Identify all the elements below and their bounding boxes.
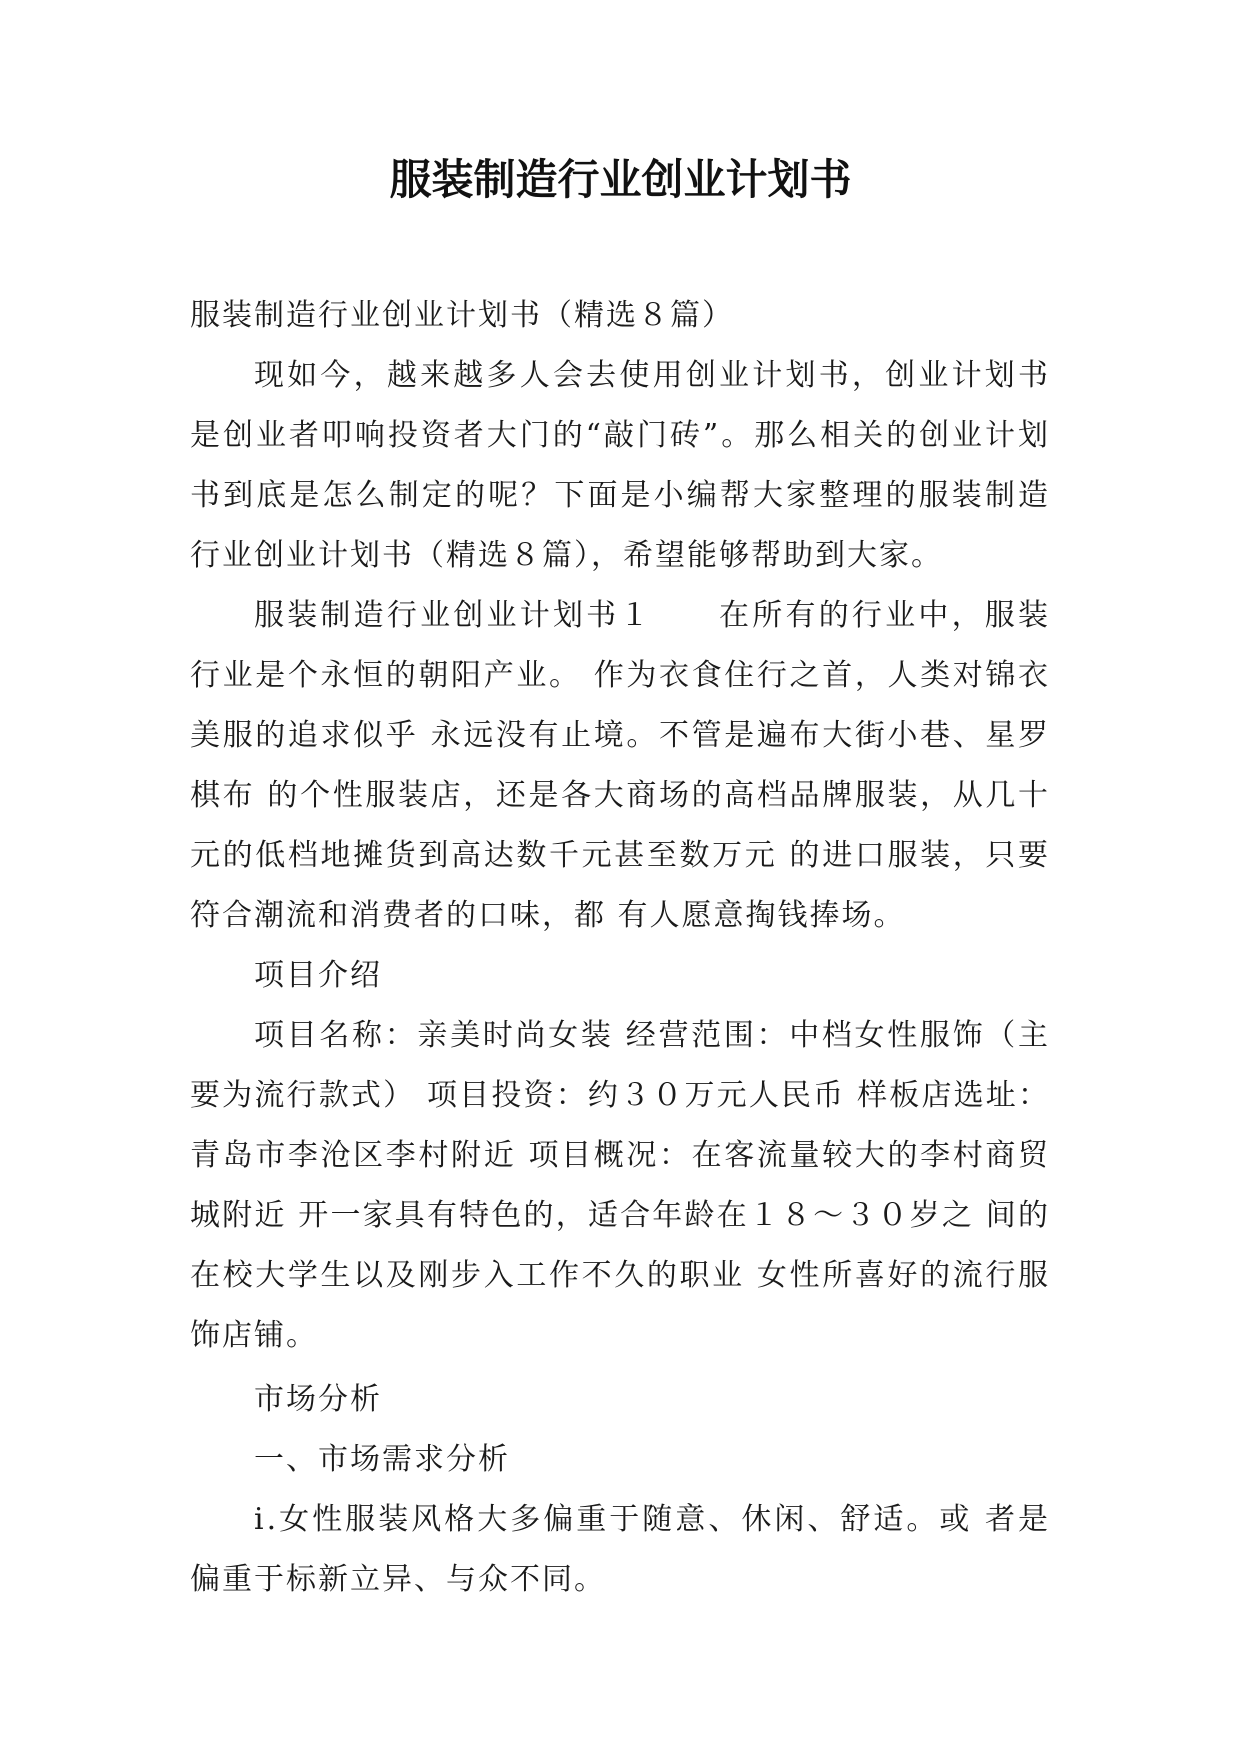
intro-paragraph: 现如今，越来越多人会去使用创业计划书，创业计划书是创业者叩响投资者大门的“敲门砖”。那么相关的创业计划书到底是怎么制定的呢？下面是小编帮大家整理的服装制造行业创业计划书（精选８篇），希望能够帮助到大家。 (190, 358, 1050, 573)
document-title: 服装制造行业创业计划书 (389, 155, 852, 204)
subsection-heading-demand: 一、市场需求分析 (254, 1442, 510, 1477)
section-heading-market-analysis: 市场分析 (254, 1382, 382, 1417)
section-heading-project-intro: 项目介绍 (254, 958, 382, 993)
project-details-paragraph: 项目名称：亲美时尚女装 经营范围：中档女性服饰（主要为流行款式） 项目投资：约３０万元人民币 样板店选址：青岛市李沧区李村附近 项目概况：在客流量较大的李村商贸城附近 开一家具有特色的，适合年龄在１８～３０岁之 间的在校大学生以及刚步入工作不久的职业 女性所喜好的流行服饰店铺。 (190, 1018, 1050, 1353)
demand-item-paragraph: ⅰ.女性服装风格大多偏重于随意、休闲、舒适。或 者是偏重于标新立异、与众不同。 (190, 1502, 1050, 1597)
subtitle-line: 服装制造行业创业计划书（精选８篇） (190, 298, 734, 333)
document-body (190, 286, 1050, 1610)
plan-one-paragraph: 服装制造行业创业计划书１ 在所有的行业中，服装行业是个永恒的朝阳产业。 作为衣食住行之首，人类对锦衣美服的追求似乎 永远没有止境。不管是遍布大街小巷、星罗棋布 的个性服装店，还是各大商场的高档品牌服装，从几十元的低档地摊货到高达数千元甚至数万元 的进口服装，只要符合潮流和消费者的口味，都 有人愿意掏钱捧场。 (190, 598, 1050, 933)
